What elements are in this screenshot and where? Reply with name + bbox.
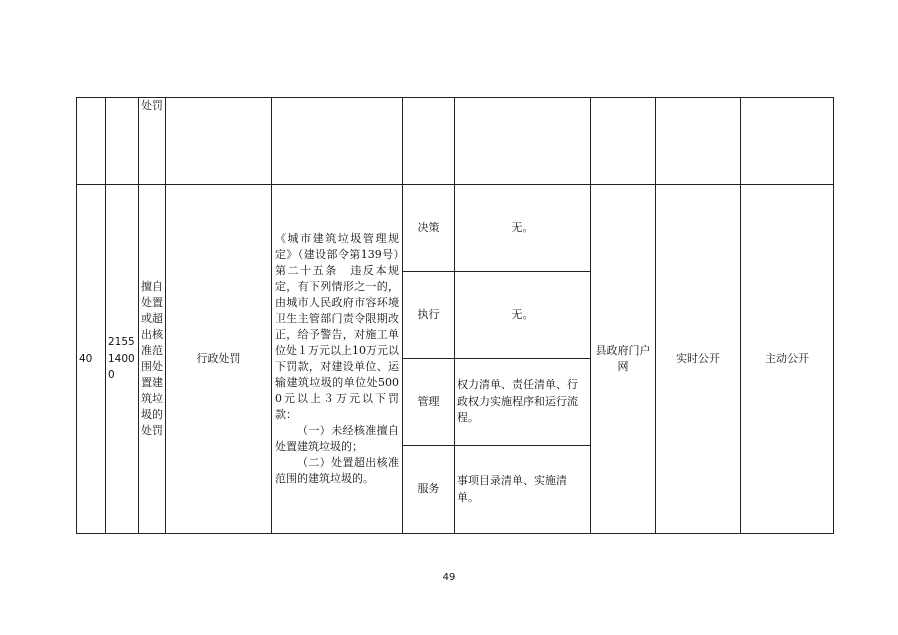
stage-label: 服务 [417,482,440,496]
stage-label: 管理 [417,394,440,408]
stage-service [403,446,455,534]
item-name-cell [139,185,166,534]
stage-execution [403,272,455,359]
disclosure-table [76,97,834,534]
content-execution [455,272,591,359]
prev-timing-cell [656,98,741,185]
stage-content: 无。 [511,220,534,234]
row-index: 40 [79,352,93,365]
disclosure-cell [741,185,834,534]
timing-cell [656,185,741,534]
prev-item-name-cell [139,98,166,185]
legal-basis-clause-1: （一）未经核准擅自处置建筑垃圾的； [275,424,399,453]
prev-index-cell [77,98,106,185]
page-number: 49 [442,572,456,583]
prev-content-cell [455,98,591,185]
stage-label: 执行 [417,307,440,321]
legal-basis-clause-2: （二）处置超出核准范围的建筑垃圾的。 [275,456,399,485]
table-row-previous [77,98,834,185]
prev-disclosure-cell [741,98,834,185]
legal-basis-article: 《城市建筑垃圾管理规定》（建设部令第139号）第二十五条 违反本规定，有下列情形之一的，由城市人民政府市容环境卫生主管部门责令限期改正，给予警告，对施工单位处１万元以上10万元以下罚款，对建设单位、运输建筑垃圾的单位处5000元以上３万元以下罚款： [275,232,399,421]
category-cell [166,185,272,534]
prev-channel-cell [591,98,656,185]
table-row [77,185,834,272]
channel-cell [591,185,656,534]
timing: 实时公开 [676,351,720,365]
stage-management [403,359,455,446]
item-code-cell [106,185,139,534]
disclosure-type: 主动公开 [765,351,809,365]
stage-content: 事项目录清单、实施清单。 [457,474,567,504]
category: 行政处罚 [196,351,241,365]
item-code: 215514000 [108,335,135,382]
prev-stage-cell [403,98,455,185]
stage-decision [403,185,455,272]
content-management [455,359,591,446]
prev-basis-cell [272,98,403,185]
channel: 县政府门户网 [595,343,651,373]
content-service [455,446,591,534]
prev-category-cell [166,98,272,185]
item-name: 擅自处置或超出核准范围处置建筑垃圾的处罚 [141,280,163,437]
row-index-cell [77,185,106,534]
stage-content: 无。 [511,307,534,321]
legal-basis-cell [272,185,403,534]
stage-content: 权力清单、责任清单、行政权力实施程序和运行流程。 [457,378,578,425]
content-decision [455,185,591,272]
prev-code-cell [106,98,139,185]
prev-item-name-tail: 处罚 [141,99,163,112]
stage-label: 决策 [417,220,440,234]
